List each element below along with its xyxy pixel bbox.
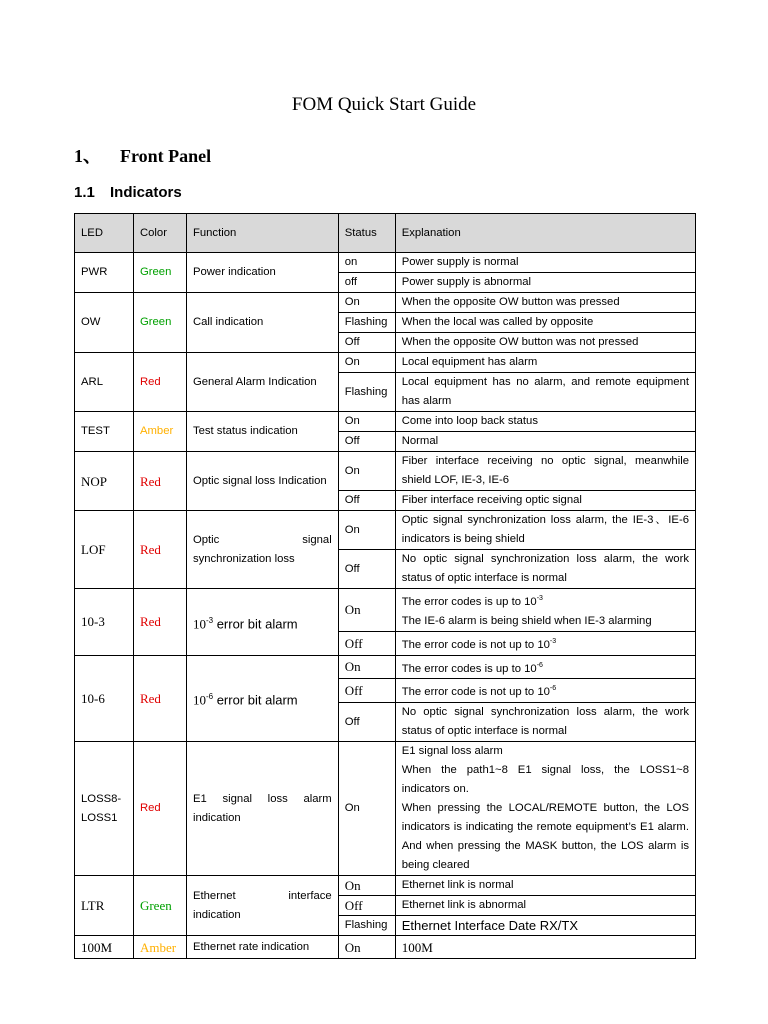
table-row bbox=[75, 412, 696, 432]
explanation-cell: Ethernet link is abnormal bbox=[395, 896, 695, 916]
explanation-cell: No optic signal synchronization loss alarm, the work status of optic interface is normal bbox=[395, 550, 695, 589]
section-number: 1、 bbox=[74, 146, 101, 166]
status-cell: Off bbox=[338, 432, 395, 452]
led-cell: TEST bbox=[75, 412, 134, 452]
color-cell: Amber bbox=[133, 936, 186, 959]
table-header-row bbox=[75, 214, 696, 253]
explanation-cell: 100M bbox=[395, 936, 695, 959]
header-color: Color bbox=[133, 214, 186, 253]
explanation-cell: When the opposite OW button was pressed bbox=[395, 293, 695, 313]
subsection-number: 1.1 bbox=[74, 184, 95, 201]
section-heading bbox=[74, 142, 211, 168]
status-cell: On bbox=[338, 876, 395, 896]
color-cell: Amber bbox=[133, 412, 186, 452]
led-cell: 10-6 bbox=[75, 655, 134, 742]
function-cell bbox=[186, 655, 338, 742]
color-cell: Green bbox=[133, 253, 186, 293]
explanation-base: The error code is not up to 10 bbox=[401, 686, 550, 699]
status-cell: Off bbox=[338, 491, 395, 511]
color-cell: Red bbox=[133, 655, 186, 742]
indicators-table bbox=[74, 213, 696, 959]
table-row bbox=[75, 452, 696, 491]
table-row bbox=[75, 511, 696, 550]
status-cell: On bbox=[338, 742, 395, 876]
table-row bbox=[75, 655, 696, 679]
function-exponent: -6 bbox=[205, 692, 214, 702]
function-cell: Call indication bbox=[186, 293, 338, 353]
color-cell: Red bbox=[133, 452, 186, 511]
explanation-cell: Fiber interface receiving optic signal bbox=[395, 491, 695, 511]
explanation-cell: When the opposite OW button was not pressed bbox=[395, 333, 695, 353]
explanation-exponent: -3 bbox=[549, 637, 557, 645]
led-cell: PWR bbox=[75, 253, 134, 293]
explanation-line: E1 signal loss alarm bbox=[401, 745, 503, 758]
led-cell: LTR bbox=[75, 876, 134, 936]
explanation-cell: Come into loop back status bbox=[395, 412, 695, 432]
function-cell: General Alarm Indication bbox=[186, 353, 338, 412]
status-cell: Off bbox=[338, 679, 395, 703]
header-explanation: Explanation bbox=[395, 214, 695, 253]
led-cell: ARL bbox=[75, 353, 134, 412]
color-cell: Red bbox=[133, 353, 186, 412]
color-cell: Green bbox=[133, 876, 186, 936]
explanation-line: The IE-6 alarm is being shield when IE-3 alarming bbox=[401, 614, 652, 627]
explanation-line: When pressing the LOCAL/REMOTE button, the LOS indicators is indicating the remote equipment’s E1 alarm. And when pressing the MASK button, the LOS alarm is being cleared bbox=[401, 802, 689, 872]
explanation-base: The error code is not up to 10 bbox=[401, 638, 550, 651]
function-cell: Optic signal loss Indication bbox=[186, 452, 338, 511]
explanation-cell: Optic signal synchronization loss alarm, the IE-3、IE-6 indicators is being shield bbox=[395, 511, 695, 550]
led-cell: NOP bbox=[75, 452, 134, 511]
page-title: FOM Quick Start Guide bbox=[291, 94, 477, 115]
function-cell: E1 signal loss alarm indication bbox=[186, 742, 338, 876]
explanation-cell: Ethernet link is normal bbox=[395, 876, 695, 896]
led-cell: 10-3 bbox=[75, 589, 134, 656]
function-base: 10 bbox=[192, 692, 206, 708]
led-line: LOSS8- bbox=[81, 792, 122, 805]
header-function: Function bbox=[186, 214, 338, 253]
led-cell: 100M bbox=[75, 936, 134, 959]
explanation-cell: Ethernet Interface Date RX/TX bbox=[395, 916, 695, 936]
function-exponent: -3 bbox=[205, 615, 214, 625]
status-cell: Off bbox=[338, 333, 395, 353]
explanation-base: The error codes is up to 10 bbox=[401, 595, 537, 608]
function-cell: Optic signal synchronization loss bbox=[186, 511, 338, 589]
explanation-cell: Fiber interface receiving no optic signal, meanwhile shield LOF, IE-3, IE-6 bbox=[395, 452, 695, 491]
status-cell: off bbox=[338, 273, 395, 293]
status-cell: On bbox=[338, 353, 395, 373]
color-cell: Green bbox=[133, 293, 186, 353]
status-cell: On bbox=[338, 589, 395, 632]
explanation-base: The error codes is up to 10 bbox=[401, 662, 537, 675]
subsection-heading bbox=[74, 184, 182, 201]
function-cell: Ethernet rate indication bbox=[186, 936, 338, 959]
explanation-cell bbox=[395, 679, 695, 703]
color-cell: Red bbox=[133, 589, 186, 656]
section-title: Front Panel bbox=[120, 146, 212, 166]
led-cell: OW bbox=[75, 293, 134, 353]
table-row bbox=[75, 353, 696, 373]
color-cell: Red bbox=[133, 511, 186, 589]
function-tail: error bit alarm bbox=[213, 615, 298, 631]
status-cell: Off bbox=[338, 896, 395, 916]
status-cell: On bbox=[338, 511, 395, 550]
table-row bbox=[75, 936, 696, 959]
explanation-cell bbox=[395, 589, 695, 632]
subsection-title: Indicators bbox=[110, 184, 182, 201]
explanation-cell: Power supply is abnormal bbox=[395, 273, 695, 293]
explanation-exponent: -3 bbox=[536, 595, 543, 602]
table-row bbox=[75, 589, 696, 632]
header-led: LED bbox=[75, 214, 134, 253]
status-cell: Off bbox=[338, 703, 395, 742]
status-cell: On bbox=[338, 936, 395, 959]
explanation-exponent: -6 bbox=[549, 685, 557, 693]
status-cell: Flashing bbox=[338, 916, 395, 936]
explanation-cell: Local equipment has no alarm, and remote equipment has alarm bbox=[395, 373, 695, 412]
status-cell: On bbox=[338, 293, 395, 313]
status-cell: On bbox=[338, 655, 395, 679]
led-line: LOSS1 bbox=[81, 811, 118, 824]
explanation-cell: Power supply is normal bbox=[395, 253, 695, 273]
status-cell: on bbox=[338, 253, 395, 273]
led-cell: LOF bbox=[75, 511, 134, 589]
function-base: 10 bbox=[192, 615, 206, 631]
status-cell: Flashing bbox=[338, 373, 395, 412]
explanation-cell: Local equipment has alarm bbox=[395, 353, 695, 373]
table-row bbox=[75, 742, 696, 876]
explanation-cell: When the local was called by opposite bbox=[395, 313, 695, 333]
color-cell: Red bbox=[133, 742, 186, 876]
header-status: Status bbox=[338, 214, 395, 253]
status-cell: On bbox=[338, 412, 395, 432]
explanation-exponent: -6 bbox=[536, 661, 543, 669]
status-cell: Off bbox=[338, 550, 395, 589]
function-cell: Power indication bbox=[186, 253, 338, 293]
function-cell: Test status indication bbox=[186, 412, 338, 452]
explanation-cell: Normal bbox=[395, 432, 695, 452]
function-cell: Ethernet interface indication bbox=[186, 876, 338, 936]
explanation-cell bbox=[395, 631, 695, 655]
status-cell: Flashing bbox=[338, 313, 395, 333]
function-tail: error bit alarm bbox=[213, 692, 298, 708]
table-row bbox=[75, 876, 696, 896]
table-row bbox=[75, 253, 696, 273]
explanation-cell bbox=[395, 742, 695, 876]
explanation-cell: No optic signal synchronization loss alarm, the work status of optic interface is normal bbox=[395, 703, 695, 742]
explanation-cell bbox=[395, 655, 695, 679]
status-cell: Off bbox=[338, 631, 395, 655]
explanation-line: When the path1~8 E1 signal loss, the LOSS1~8 indicators on. bbox=[401, 764, 689, 796]
table-row bbox=[75, 293, 696, 313]
led-cell bbox=[75, 742, 134, 876]
status-cell: On bbox=[338, 452, 395, 491]
function-cell bbox=[186, 589, 338, 656]
